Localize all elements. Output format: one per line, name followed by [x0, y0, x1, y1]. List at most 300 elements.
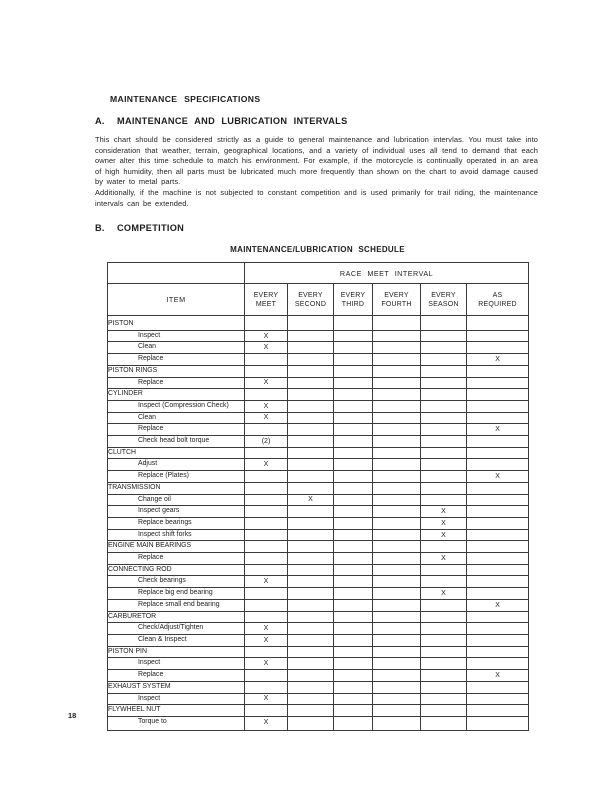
- additional-paragraph: Additionally, if the machine is not subjected to constant competition and is used primarily for trail riding, the maintenance intervals can be extended.: [95, 188, 538, 208]
- table-row: [108, 611, 529, 623]
- column-header-every-fourth: [373, 284, 421, 316]
- interval-mark-empty: [245, 494, 288, 506]
- interval-mark-empty: [421, 611, 467, 623]
- interval-mark-empty: [334, 611, 373, 623]
- interval-mark-empty: [288, 342, 334, 354]
- interval-mark-empty: [288, 564, 334, 576]
- interval-mark-empty: [334, 693, 373, 705]
- item-task-label: Clean & Inspect: [108, 634, 245, 646]
- interval-mark-empty: [373, 316, 421, 331]
- interval-mark-empty: [421, 412, 467, 424]
- interval-mark-empty: [373, 459, 421, 471]
- item-task-label: Adjust: [108, 459, 245, 471]
- interval-mark-empty: [373, 599, 421, 611]
- interval-mark: X: [245, 634, 288, 646]
- interval-mark-empty: [288, 553, 334, 565]
- interval-mark-empty: [421, 634, 467, 646]
- interval-mark-empty: [334, 412, 373, 424]
- column-header-line2: THIRD: [341, 300, 365, 308]
- column-header-line1: EVERY: [431, 291, 456, 299]
- interval-mark-empty: [288, 623, 334, 635]
- interval-mark: X: [421, 517, 467, 529]
- column-header-every-third: [334, 284, 373, 316]
- interval-mark-empty: [334, 377, 373, 389]
- interval-mark-empty: [288, 634, 334, 646]
- column-header-line2: SEASON: [428, 300, 459, 308]
- interval-mark-empty: [421, 424, 467, 436]
- interval-mark-empty: [334, 354, 373, 366]
- interval-mark-empty: [373, 506, 421, 518]
- table-row: [108, 412, 529, 424]
- interval-mark-empty: [373, 494, 421, 506]
- interval-mark-empty: [467, 529, 529, 541]
- table-row: [108, 599, 529, 611]
- page-title: MAINTENANCE SPECIFICATIONS: [110, 94, 261, 104]
- column-header-every-season: [421, 284, 467, 316]
- column-header-row: [108, 284, 529, 316]
- table-row: [108, 646, 529, 658]
- interval-mark-empty: [373, 354, 421, 366]
- section-b-label: B.: [95, 223, 105, 233]
- interval-mark-empty: [467, 588, 529, 600]
- interval-mark-empty: [421, 576, 467, 588]
- interval-mark-empty: [421, 658, 467, 670]
- interval-mark-empty: [373, 564, 421, 576]
- interval-mark-empty: [334, 576, 373, 588]
- interval-mark-empty: [373, 705, 421, 717]
- interval-mark-empty: [334, 634, 373, 646]
- column-header-line2: MEET: [255, 300, 277, 308]
- interval-mark-empty: [288, 693, 334, 705]
- table-row: [108, 670, 529, 682]
- item-group-label: EXHAUST SYSTEM: [108, 681, 245, 693]
- interval-mark-empty: [373, 482, 421, 494]
- section-b-title: COMPETITION: [117, 223, 185, 233]
- item-task-label: Replace: [108, 553, 245, 565]
- table-row: [108, 588, 529, 600]
- item-task-label: Replace big end bearing: [108, 588, 245, 600]
- item-task-label: Change oil: [108, 494, 245, 506]
- interval-mark-empty: [373, 377, 421, 389]
- interval-mark-empty: [245, 611, 288, 623]
- interval-mark-empty: [467, 377, 529, 389]
- item-task-label: Check head bolt torque: [108, 436, 245, 448]
- interval-mark-empty: [467, 611, 529, 623]
- table-row: [108, 365, 529, 377]
- interval-mark-empty: [467, 365, 529, 377]
- item-group-label: TRANSMISSION: [108, 482, 245, 494]
- interval-mark-empty: [467, 436, 529, 448]
- interval-mark-empty: [288, 316, 334, 331]
- interval-mark-empty: [373, 646, 421, 658]
- table-row: [108, 623, 529, 635]
- interval-mark-empty: [334, 424, 373, 436]
- interval-mark-empty: [334, 365, 373, 377]
- interval-mark-empty: [421, 365, 467, 377]
- interval-mark-empty: [373, 553, 421, 565]
- item-group-label: CLUTCH: [108, 447, 245, 459]
- interval-mark-empty: [421, 342, 467, 354]
- interval-mark-empty: [245, 681, 288, 693]
- item-task-label: Replace: [108, 377, 245, 389]
- table-row: [108, 634, 529, 646]
- intro-paragraph: This chart should be considered strictly as a guide to general maintenance and lubrication intervlas. You must take into consideration that weather, terrain, geographical locations, and a variety of individual uses all tend to demand that each owner alter this time schedule to match his environment. For example, if the motorcycle is continually operated in an area of high humidity, then all parts must be lubricated much more frequently than shown on the chart to avoid damage caused by water to metal parts.: [95, 135, 538, 187]
- interval-mark-empty: [334, 588, 373, 600]
- interval-mark-empty: [288, 588, 334, 600]
- interval-mark-empty: [373, 529, 421, 541]
- interval-mark-empty: [467, 342, 529, 354]
- interval-mark-empty: [467, 316, 529, 331]
- interval-mark-empty: [373, 342, 421, 354]
- blank-header-cell: [108, 263, 245, 284]
- interval-mark-empty: [245, 389, 288, 401]
- interval-mark-empty: [245, 506, 288, 518]
- interval-mark-empty: [467, 623, 529, 635]
- interval-mark-empty: [373, 412, 421, 424]
- interval-mark-empty: [288, 670, 334, 682]
- interval-mark: X: [245, 623, 288, 635]
- interval-mark: X: [245, 400, 288, 412]
- interval-mark-empty: [288, 599, 334, 611]
- interval-mark-empty: [373, 389, 421, 401]
- interval-mark-empty: [421, 447, 467, 459]
- interval-mark-empty: [245, 365, 288, 377]
- item-task-label: Replace bearings: [108, 517, 245, 529]
- column-header-every-second: [288, 284, 334, 316]
- table-row: [108, 681, 529, 693]
- item-task-label: Inspect: [108, 693, 245, 705]
- interval-mark-empty: [245, 670, 288, 682]
- interval-mark: X: [467, 354, 529, 366]
- interval-mark-empty: [245, 517, 288, 529]
- table-row: [108, 529, 529, 541]
- interval-mark: (2): [245, 436, 288, 448]
- interval-mark-empty: [467, 634, 529, 646]
- schedule-table-body: [108, 316, 529, 731]
- item-group-label: PISTON RINGS: [108, 365, 245, 377]
- interval-mark-empty: [288, 377, 334, 389]
- interval-mark-empty: [288, 681, 334, 693]
- item-task-label: Replace: [108, 424, 245, 436]
- interval-mark: X: [467, 670, 529, 682]
- table-row: [108, 482, 529, 494]
- interval-mark-empty: [373, 693, 421, 705]
- interval-mark-empty: [288, 436, 334, 448]
- item-group-label: CONNECTING ROD: [108, 564, 245, 576]
- table-row: [108, 400, 529, 412]
- interval-mark-empty: [334, 599, 373, 611]
- interval-mark-empty: [373, 716, 421, 730]
- interval-mark-empty: [245, 424, 288, 436]
- table-row: [108, 716, 529, 730]
- interval-mark-empty: [467, 681, 529, 693]
- interval-mark-empty: [373, 517, 421, 529]
- interval-header-row: [108, 263, 529, 284]
- interval-mark-empty: [334, 681, 373, 693]
- interval-mark-empty: [373, 424, 421, 436]
- interval-mark-empty: [334, 389, 373, 401]
- item-column-header: ITEM: [108, 284, 245, 316]
- interval-mark-empty: [467, 658, 529, 670]
- interval-mark-empty: [245, 564, 288, 576]
- interval-mark: X: [245, 693, 288, 705]
- interval-mark-empty: [467, 506, 529, 518]
- interval-mark-empty: [467, 541, 529, 553]
- interval-mark-empty: [334, 646, 373, 658]
- interval-mark-empty: [288, 658, 334, 670]
- interval-mark-empty: [467, 400, 529, 412]
- interval-mark: X: [245, 377, 288, 389]
- interval-mark: X: [467, 471, 529, 483]
- interval-mark-empty: [467, 482, 529, 494]
- interval-mark-empty: [245, 588, 288, 600]
- interval-mark-empty: [467, 389, 529, 401]
- interval-mark-empty: [467, 447, 529, 459]
- interval-header: RACE MEET INTERVAL: [245, 263, 529, 284]
- interval-mark-empty: [373, 330, 421, 342]
- interval-mark-empty: [288, 412, 334, 424]
- interval-mark: X: [245, 459, 288, 471]
- table-row: [108, 553, 529, 565]
- interval-mark-empty: [334, 553, 373, 565]
- interval-mark-empty: [421, 564, 467, 576]
- table-row: [108, 517, 529, 529]
- interval-mark-empty: [288, 646, 334, 658]
- table-row: [108, 658, 529, 670]
- interval-mark-empty: [288, 354, 334, 366]
- interval-mark-empty: [373, 681, 421, 693]
- interval-mark-empty: [245, 354, 288, 366]
- interval-mark-empty: [421, 389, 467, 401]
- interval-mark: X: [467, 599, 529, 611]
- item-task-label: Inspect (Compression Check): [108, 400, 245, 412]
- table-row: [108, 459, 529, 471]
- column-header-line1: EVERY: [298, 291, 323, 299]
- interval-mark-empty: [288, 529, 334, 541]
- item-task-label: Inspect: [108, 658, 245, 670]
- table-row: [108, 494, 529, 506]
- interval-mark-empty: [421, 716, 467, 730]
- interval-mark-empty: [421, 670, 467, 682]
- interval-mark-empty: [373, 658, 421, 670]
- interval-mark-empty: [288, 400, 334, 412]
- interval-mark-empty: [421, 693, 467, 705]
- interval-mark-empty: [373, 400, 421, 412]
- interval-mark-empty: [288, 541, 334, 553]
- interval-mark-empty: [334, 705, 373, 717]
- interval-mark-empty: [334, 316, 373, 331]
- interval-mark-empty: [373, 588, 421, 600]
- table-row: [108, 389, 529, 401]
- interval-mark: X: [288, 494, 334, 506]
- table-row: [108, 705, 529, 717]
- table-row: [108, 436, 529, 448]
- table-row: [108, 342, 529, 354]
- section-a-heading: [95, 116, 348, 126]
- interval-mark-empty: [421, 623, 467, 635]
- interval-mark-empty: [373, 670, 421, 682]
- interval-mark: X: [421, 506, 467, 518]
- column-header-line1: AS: [492, 291, 503, 299]
- interval-mark-empty: [421, 471, 467, 483]
- item-task-label: Torque to: [108, 716, 245, 730]
- interval-mark-empty: [421, 599, 467, 611]
- table-row: [108, 316, 529, 331]
- interval-mark-empty: [245, 529, 288, 541]
- interval-mark-empty: [288, 389, 334, 401]
- interval-mark-empty: [334, 716, 373, 730]
- interval-mark-empty: [334, 623, 373, 635]
- interval-mark-empty: [334, 517, 373, 529]
- item-group-label: FLYWHEEL NUT: [108, 705, 245, 717]
- interval-mark-empty: [288, 365, 334, 377]
- interval-mark-empty: [467, 459, 529, 471]
- interval-mark-empty: [334, 658, 373, 670]
- item-task-label: Clean: [108, 412, 245, 424]
- table-row: [108, 471, 529, 483]
- interval-mark-empty: [421, 377, 467, 389]
- item-task-label: Inspect: [108, 330, 245, 342]
- table-row: [108, 541, 529, 553]
- table-row: [108, 693, 529, 705]
- schedule-table-title: MAINTENANCE/LUBRICATION SCHEDULE: [230, 245, 405, 254]
- interval-mark-empty: [245, 646, 288, 658]
- interval-mark-empty: [467, 494, 529, 506]
- interval-mark-empty: [334, 494, 373, 506]
- table-row: [108, 377, 529, 389]
- interval-mark-empty: [421, 681, 467, 693]
- column-header-line1: EVERY: [384, 291, 409, 299]
- interval-mark-empty: [245, 447, 288, 459]
- table-row: [108, 354, 529, 366]
- interval-mark-empty: [245, 705, 288, 717]
- interval-mark-empty: [373, 611, 421, 623]
- interval-mark-empty: [334, 330, 373, 342]
- interval-mark-empty: [288, 705, 334, 717]
- interval-mark: X: [245, 342, 288, 354]
- interval-mark: X: [245, 412, 288, 424]
- interval-mark-empty: [334, 541, 373, 553]
- interval-mark-empty: [373, 436, 421, 448]
- interval-mark-empty: [245, 471, 288, 483]
- interval-mark-empty: [373, 471, 421, 483]
- interval-mark-empty: [288, 482, 334, 494]
- interval-mark: X: [245, 716, 288, 730]
- column-header-line1: EVERY: [253, 291, 279, 299]
- schedule-table: [107, 262, 529, 731]
- item-group-label: PISTON PIN: [108, 646, 245, 658]
- interval-mark: X: [421, 529, 467, 541]
- interval-mark-empty: [334, 471, 373, 483]
- interval-mark-empty: [421, 494, 467, 506]
- interval-mark-empty: [421, 354, 467, 366]
- interval-mark-empty: [288, 447, 334, 459]
- column-header-line2: FOURTH: [381, 300, 412, 308]
- interval-mark-empty: [245, 316, 288, 331]
- interval-mark-empty: [467, 412, 529, 424]
- table-row: [108, 424, 529, 436]
- interval-mark-empty: [467, 716, 529, 730]
- interval-mark-empty: [421, 482, 467, 494]
- interval-mark-empty: [288, 330, 334, 342]
- column-header-as-required: [467, 284, 529, 316]
- interval-mark-empty: [421, 330, 467, 342]
- table-row: [108, 576, 529, 588]
- table-row: [108, 330, 529, 342]
- item-task-label: Replace: [108, 354, 245, 366]
- section-a-title: MAINTENANCE AND LUBRICATION INTERVALS: [117, 116, 348, 126]
- item-task-label: Clean: [108, 342, 245, 354]
- table-row: [108, 564, 529, 576]
- interval-mark-empty: [467, 705, 529, 717]
- interval-mark-empty: [334, 400, 373, 412]
- interval-mark-empty: [245, 541, 288, 553]
- interval-mark-empty: [245, 482, 288, 494]
- interval-mark-empty: [288, 506, 334, 518]
- interval-mark-empty: [245, 553, 288, 565]
- interval-mark-empty: [467, 693, 529, 705]
- interval-mark-empty: [421, 436, 467, 448]
- interval-mark-empty: [421, 316, 467, 331]
- table-row: [108, 506, 529, 518]
- interval-mark-empty: [288, 517, 334, 529]
- interval-mark-empty: [373, 634, 421, 646]
- schedule-table-container: [107, 262, 528, 731]
- interval-mark: X: [421, 588, 467, 600]
- interval-mark-empty: [334, 447, 373, 459]
- interval-mark-empty: [334, 529, 373, 541]
- interval-mark-empty: [288, 459, 334, 471]
- interval-mark-empty: [467, 553, 529, 565]
- interval-mark-empty: [373, 365, 421, 377]
- interval-mark-empty: [421, 646, 467, 658]
- interval-mark-empty: [288, 716, 334, 730]
- item-task-label: Inspect shift forks: [108, 529, 245, 541]
- interval-mark-empty: [373, 447, 421, 459]
- item-group-label: CARBURETOR: [108, 611, 245, 623]
- page-number: 18: [68, 711, 77, 720]
- interval-mark-empty: [421, 705, 467, 717]
- section-b-heading: [95, 223, 184, 233]
- interval-mark-empty: [373, 576, 421, 588]
- interval-mark: X: [421, 553, 467, 565]
- interval-mark: X: [245, 576, 288, 588]
- interval-mark-empty: [467, 517, 529, 529]
- item-group-label: PISTON: [108, 316, 245, 331]
- interval-mark-empty: [467, 564, 529, 576]
- interval-mark-empty: [334, 459, 373, 471]
- interval-mark: X: [467, 424, 529, 436]
- item-group-label: ENGINE MAIN BEARINGS: [108, 541, 245, 553]
- item-task-label: Check/Adjust/Tighten: [108, 623, 245, 635]
- interval-mark-empty: [288, 576, 334, 588]
- interval-mark-empty: [373, 541, 421, 553]
- item-group-label: CYLINDER: [108, 389, 245, 401]
- interval-mark-empty: [373, 623, 421, 635]
- interval-mark-empty: [334, 436, 373, 448]
- column-header-line1: EVERY: [340, 291, 366, 299]
- item-task-label: Replace small end bearing: [108, 599, 245, 611]
- interval-mark-empty: [288, 611, 334, 623]
- item-task-label: Inspect gears: [108, 506, 245, 518]
- interval-mark-empty: [421, 541, 467, 553]
- interval-mark-empty: [334, 342, 373, 354]
- interval-mark-empty: [467, 646, 529, 658]
- interval-mark-empty: [288, 471, 334, 483]
- section-a-label: A.: [95, 116, 105, 126]
- interval-mark-empty: [334, 670, 373, 682]
- interval-mark: X: [245, 658, 288, 670]
